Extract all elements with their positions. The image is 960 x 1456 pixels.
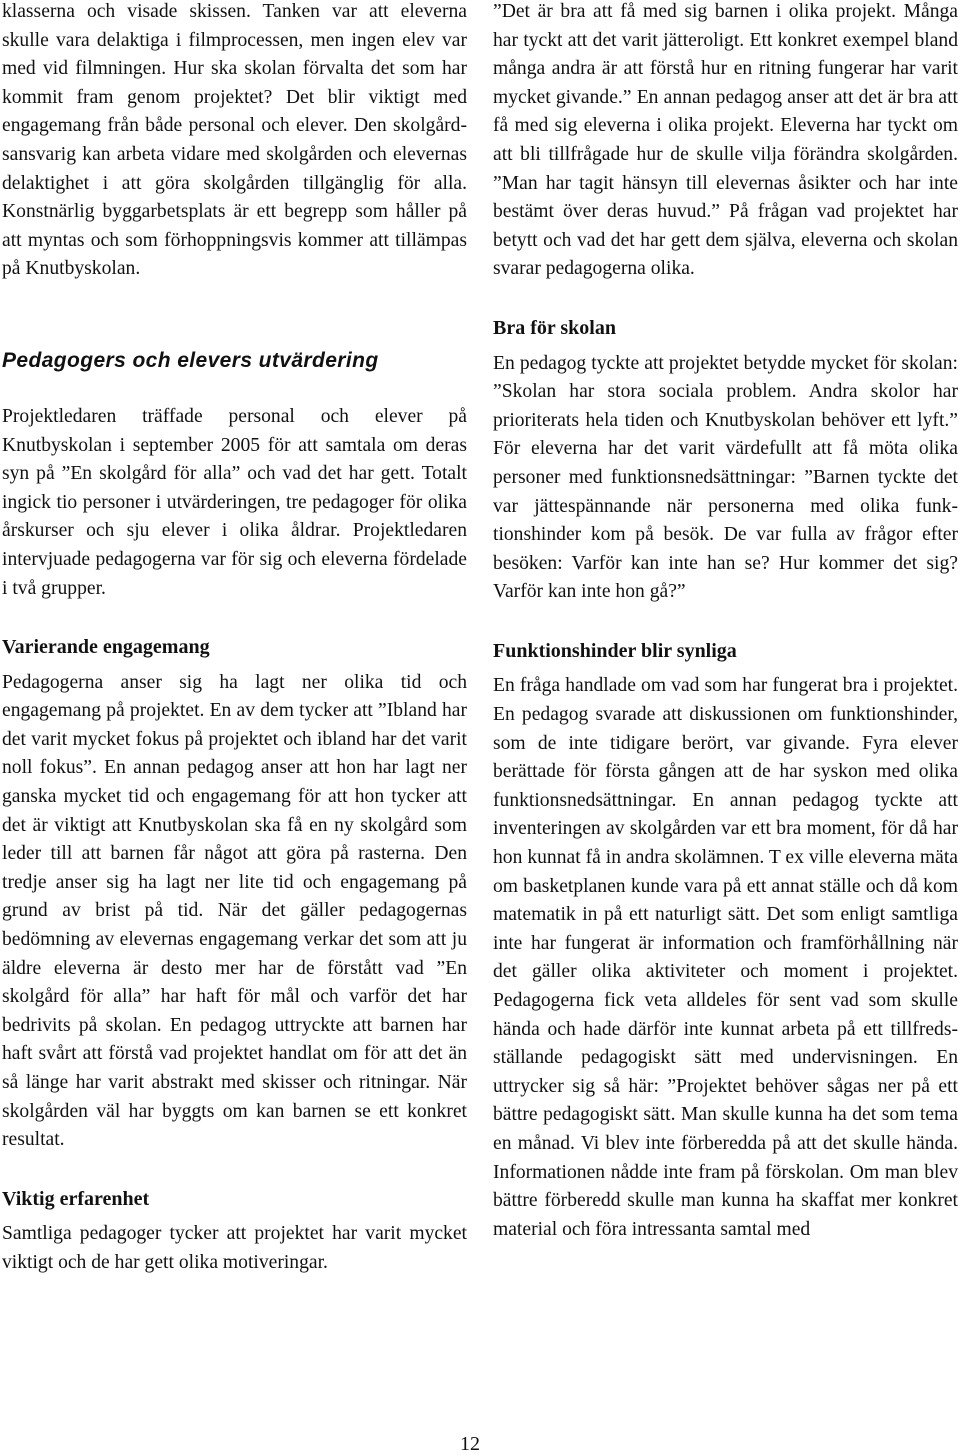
left-column — [2, 0, 467, 1278]
continuation-paragraph: ”Det är bra att få med sig barnen i olika projekt. Många har tyckt att det varit jätteroligt. Ett konkret exempel bland många andra är att förstå hur en ritning fungerar har varit mycket givande.” En annan pedagog anser att det är bra att få med sig eleverna i olika projekt. Eleverna har tyckt om att bli tillfrågade hur de skulle vilja förändra skolgården. ”Man har tagit hänsyn till elevernas åsikter och har inte bestämt över deras huvud.” På frågan vad projektet har betytt och vad det har gett dem själva, eleverna och skolan svarar pedagogerna olika. — [493, 1, 958, 280]
disability-paragraph: En fråga handlade om vad som har fungerat bra i projektet. En pedagog svarade att diskussionen om funktionshinder, som de inte tidigare berört, var givande. Fyra elever berättade för första gången att de har syskon med olika funktionsnedsättningar. En annan pedagog tyckte att inventeringen av skolgården var ett bra moment, för då har hon kunnat få in andra skolämnen. T ex ville eleverna mäta om basketplanen kunde vara på ett annat ställe och då kom matematik in på ett naturligt sätt. Det som enligt samtliga inte har fungerat är information och framförhållning när det gäller olika aktiviteter och moment i projektet. Pedagogerna fick veta alldeles för sent vad som skulle hända och hade därför inte kunnat arbeta på ett tillfredsställande pedagogiskt sätt med undervisningen. En uttrycker sig så här: ”Projektet behöver sågas ner på ett bättre pedagogiskt sätt. Man skulle kunna ha det som tema en månad. Vi blev inte förberedda på att det skulle hända. Informationen nådde inte fram på förskolan. Om man blev bättre förberedd skulle man kunna ha skaffat mer konkret material och föra intressanta samtal med — [493, 675, 958, 1240]
disability-heading: Funktionshinder blir synliga — [493, 639, 737, 662]
page-number: 12 — [460, 1433, 480, 1455]
intro-paragraph: klasserna och visade skissen. Tanken var att eleverna skulle vara delaktiga i filmprocessen, men ingen elev var med vid filmningen. Hur ska skolan förvalta det som har kommit fram genom projektet? Det blir viktigt med engagemang från både personal och elever. Den skolgårdsansvarig kan arbeta vidare med skolgården och elevernas delaktighet i att göra skolgården tillgänglig för alla. Konstnärlig byggarbetsplats är ett begrepp som håller på att myntas och som förhoppningsvis kommer att tillämpas på Knutbyskolan. — [2, 1, 467, 280]
right-column — [493, 0, 958, 1244]
section-heading: Pedagogers och elevers utvärdering — [2, 348, 379, 372]
school-heading: Bra för skolan — [493, 316, 616, 339]
experience-heading: Viktig erfarenhet — [2, 1187, 150, 1210]
engagement-paragraph: Pedagogerna anser sig ha lagt ner olika tid och engagemang på projektet. En av dem tycker att ”Ibland har det varit mycket fokus på projektet och ibland har det varit noll fokus”. En annan pedagog anser att hon har lagt ner ganska mycket tid och engagemang för att hon tycker att det är viktigt att Knutbyskolan ska få en ny skolgård som leder till att barnen får något att göra på rasterna. Den tredje anser sig ha lagt ner lite tid och engagemang på grund av brist på tid. När det gäller pedagogernas bedömning av elevernas engagemang verkar det som att ju äldre eleverna är desto mer har de förstått vad ”En skolgård för alla” har haft för mål och varför det har bedrivits på skolan. En pedagog uttryckte att barnen har haft svårt att förstå vad projektet handlat om för att det än så länge har varit abstrakt med skisser och ritningar. När skolgården väl har byggts om kan barnen se ett konkret resultat. — [2, 671, 467, 1151]
experience-paragraph: Samtliga pedagoger tycker att projektet har varit mycket viktigt och de har gett olika motiveringar. — [2, 1223, 467, 1273]
section-paragraph: Projektledaren träffade personal och elever på Knutbyskolan i september 2005 för att samtala om deras syn på ”En skolgård för alla” och vad det har gett. Totalt ingick tio personer i utvärderingen, tre pedagoger för olika årskurser och sju elever i olika åldrar. Projektledaren intervjuade pedagogerna var för sig och eleverna fördelade i två grupper. — [2, 405, 467, 599]
engagement-heading: Varierande engagemang — [2, 636, 210, 659]
school-paragraph: En pedagog tyckte att projektet betydde mycket för skolan: ”Skolan har stora sociala problem. Andra skolor har prioriterats hela tiden och Knutbyskolan behöver ett lyft.” För eleverna har det varit värdefullt att få möta olika personer med funktionsnedsättningar: ”Barnen tyckte det var jättespännande när personerna med olika funktionshinder kom på besök. De var fulla av frågor efter besöken: Varför kan inte han se? Hur kommer det sig? Varför kan inte hon gå?” — [493, 352, 958, 603]
